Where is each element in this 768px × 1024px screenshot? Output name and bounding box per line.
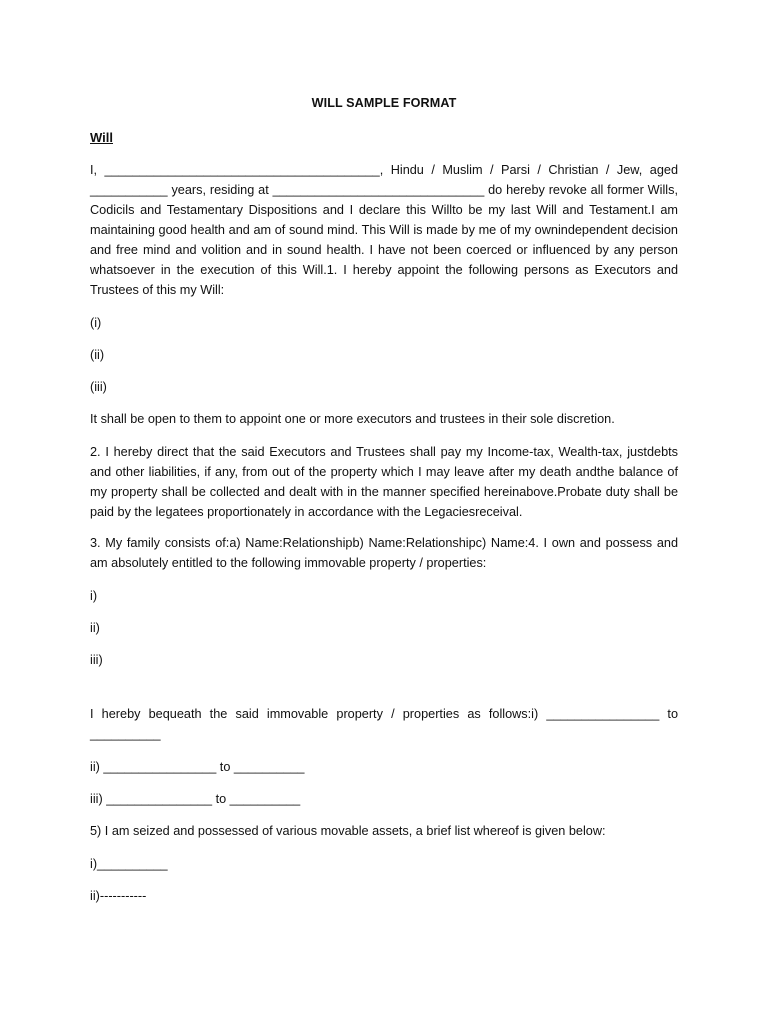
- paragraph-movable-assets: 5) I am seized and possessed of various movable assets, a brief list whereof is given below:: [90, 824, 606, 838]
- bequeath-line: I hereby bequeath the said immovable property / properties as follows:i) ________________ to: [90, 707, 678, 721]
- document-heading: Will: [90, 130, 113, 145]
- paragraph-executors-discretion: It shall be open to them to appoint one or more executors and trustees in their sole discretion.: [90, 412, 615, 426]
- property-item: i): [90, 589, 98, 603]
- movable-assets-list: [90, 854, 678, 906]
- executor-item: (i): [90, 316, 102, 330]
- movable-asset-item: ii)-----------: [90, 889, 147, 903]
- executors-list: [90, 313, 678, 397]
- executor-item: (ii): [90, 348, 105, 362]
- property-item: ii): [90, 621, 100, 635]
- bequeath-item: ii) ________________ to __________: [90, 760, 305, 774]
- movable-asset-item: i)__________: [90, 857, 168, 871]
- paragraph-declaration: I, _______________________________________, Hindu / Muslim / Parsi / Christian / Jew, aged ___________ years, residing at ______________________________ do hereby revoke all former Wills, Codicils and Testamentary Dispositions and I declare this Willto be my last Will and Testament.I am maintaining good health and am of sound mind. This Will is made by me of my ownindependent decision and free mind and volition and in sound health. I have not been coerced or influenced by any person whatsoever in the execution of this Will.1. I hereby appoint the following persons as Executors and Trustees of this my Will:: [90, 163, 678, 297]
- property-item: iii): [90, 653, 103, 667]
- executor-item: (iii): [90, 380, 107, 394]
- paragraph-debts: 2. I hereby direct that the said Executors and Trustees shall pay my Income-tax, Wealth-tax, justdebts and other liabilities, if any, from out of the property which I may leave after my death andthe balance of my property shall be collected and dealt with in the manner specified hereinabove.Probate duty shall be paid by the legatees proportionately in accordance with the Legaciesreceival.: [90, 445, 678, 519]
- bequeath-item: iii) _______________ to __________: [90, 792, 301, 806]
- paragraph-family: 3. My family consists of:a) Name:Relationshipb) Name:Relationshipc) Name:4. I own and possess and am absolutely entitled to the following immovable property / properties:: [90, 536, 678, 570]
- bequeath-line-continued: __________: [90, 727, 161, 741]
- document-title: WILL SAMPLE FORMAT: [311, 96, 457, 110]
- properties-list: [90, 586, 678, 670]
